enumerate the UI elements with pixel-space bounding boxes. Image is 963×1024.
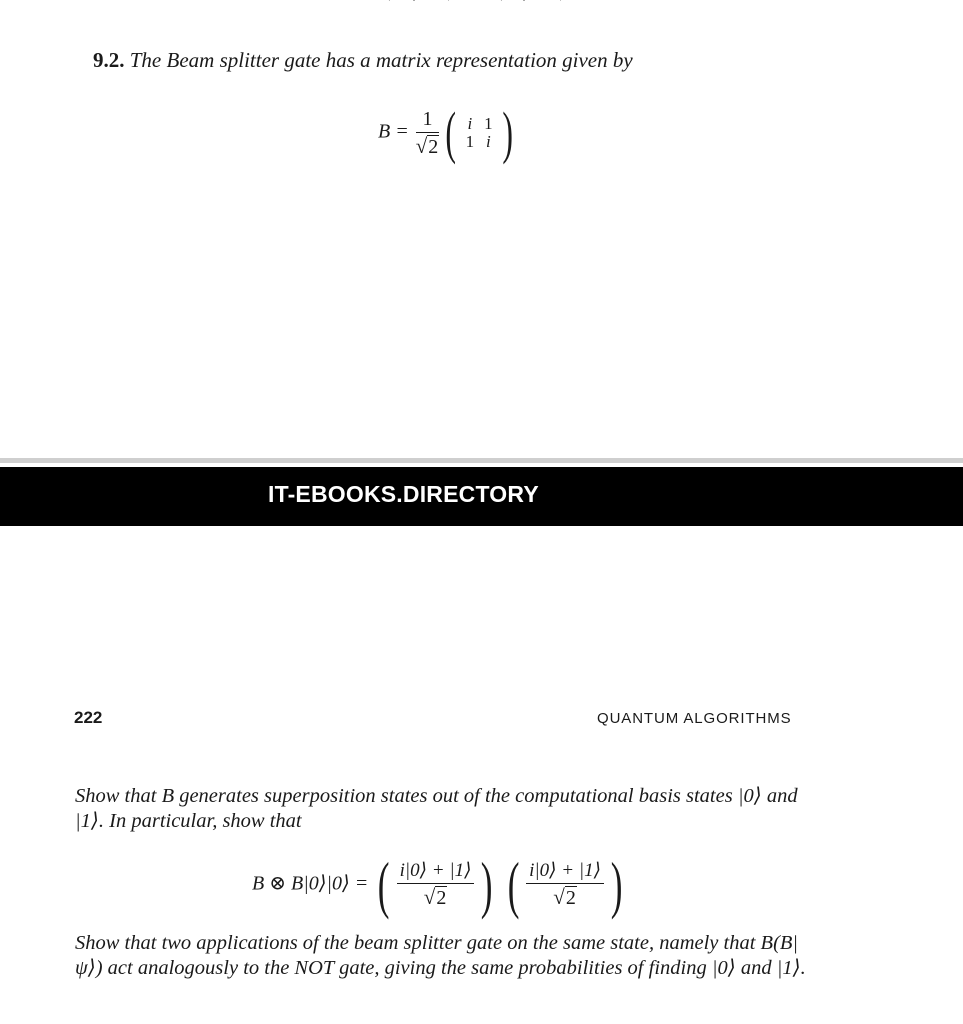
tensor-product-equation [252,849,627,920]
tensor-lhs: B ⊗ B|0⟩|0⟩ = [252,872,369,895]
equation-lhs: B = [378,120,409,143]
state-numerator: i|0⟩ + |1⟩ [526,861,604,884]
coefficient-denominator [416,133,440,158]
page-number: 222 [74,708,103,727]
problem-statement [93,48,633,73]
right-paren: ) [501,100,513,165]
running-head: QUANTUM ALGORITHMS [597,710,792,727]
matrix-cell: i [467,114,473,134]
state-fraction [526,861,604,909]
problem-number: 9.2. [93,48,125,72]
coefficient-numerator: 1 [416,109,440,133]
previous-equation-fragment [360,0,600,6]
right-paren: ) [610,849,623,920]
matrix-cell: 1 [484,114,493,134]
state-fraction [397,861,475,909]
coefficient-fraction [416,109,440,158]
state-denominator [526,884,604,909]
matrix-cell: 1 [465,132,475,151]
paragraph-superposition: Show that B generates superposition states out of the computational basis states |0⟩ and |1⟩. In particular, show that [75,785,798,832]
left-paren: ( [445,100,457,165]
left-paren: ( [378,849,390,920]
right-paren: ) [481,849,494,920]
page-separator [0,458,963,463]
sqrt-symbol: √2 [423,884,447,909]
state-denominator [397,884,475,909]
site-banner [0,467,963,526]
beam-splitter-equation [378,100,517,165]
problem-text: The Beam splitter gate has a matrix representation given by [129,48,633,72]
state-numerator: i|0⟩ + |1⟩ [397,861,475,884]
paragraph-not-gate: Show that two applications of the beam splitter gate on the same state, namely that B(B|ψ⟩) act analogously to the NOT gate, giving the same probabilities of finding |0⟩ and |1⟩. [75,932,806,979]
sqrt-symbol: √2 [415,133,439,158]
left-paren: ( [507,849,520,920]
beam-splitter-matrix [461,115,498,151]
sqrt-symbol: √2 [553,884,576,909]
matrix-cell: i [485,132,491,151]
banner-text: IT-EBOOKS.DIRECTORY [268,481,539,507]
